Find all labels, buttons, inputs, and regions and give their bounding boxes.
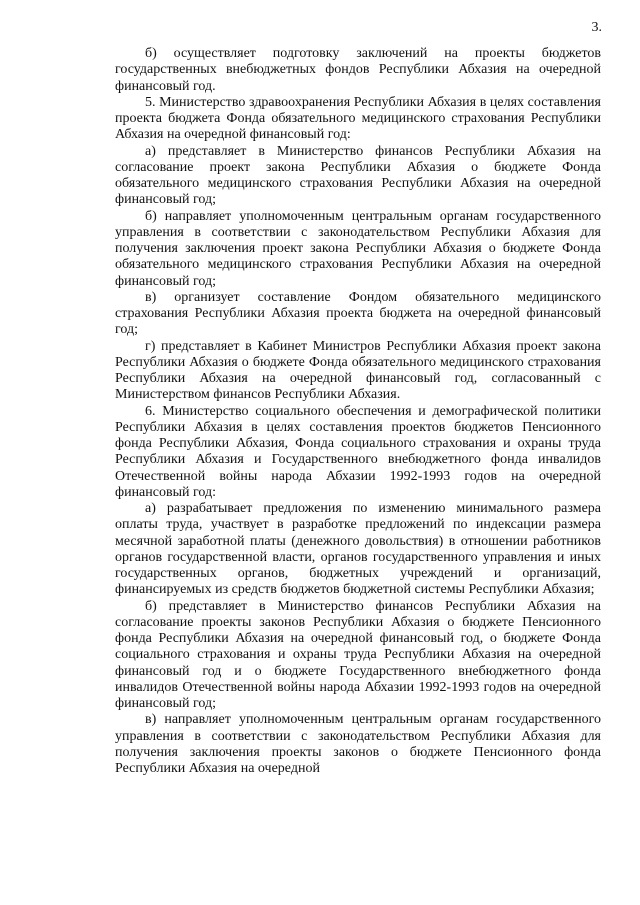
paragraph: 5. Министерство здравоохранения Республики Абхазия в целях составления проекта бюджета Фонда обязательного медицинского страхования Республики Абхазия на очередной финансовый год: <box>115 94 601 143</box>
paragraph: а) представляет в Министерство финансов Республики Абхазия на согласование проект закона Республики Абхазия о бюджете Фонда обязательного медицинского страхования Республики Абхазия на очередной финансовый год; <box>115 143 601 208</box>
page-number: 3. <box>591 20 602 35</box>
paragraph: а) разрабатывает предложения по изменению минимального размера оплаты труда, участвует в разработке предложений по индексации размера месячной заработной платы (денежного довольствия) в отношении работников органов государственной власти, органов государственного управления и иных государственных органов, бюджетных учреждений и организаций, финансируемых из средств бюджетов бюджетной системы Республики Абхазия; <box>115 501 601 598</box>
document-body <box>115 46 601 777</box>
paragraph: 6. Министерство социального обеспечения и демографической политики Республики Абхазия в целях составления проектов бюджетов Пенсионного фонда Республики Абхазия, Фонда социального страхования и охраны труда Республики Абхазия и Государственного внебюджетного фонда инвалидов Отечественной войны народа Абхазии 1992-1993 годов на очередной финансовый год: <box>115 403 601 500</box>
paragraph: г) представляет в Кабинет Министров Республики Абхазия проект закона Республики Абхазия о бюджете Фонда обязательного медицинского страхования Республики Абхазия на очередной финансовый год, согласованный с Министерством финансов Республики Абхазия. <box>115 338 601 403</box>
paragraph: в) организует составление Фондом обязательного медицинского страхования Республики Абхазия проекта бюджета на очередной финансовый год; <box>115 289 601 338</box>
paragraph: б) осуществляет подготовку заключений на проекты бюджетов государственных внебюджетных фондов Республики Абхазия на очередной финансовый год. <box>115 46 601 94</box>
paragraph: б) направляет уполномоченным центральным органам государственного управления в соответствии с законодательством Республики Абхазия для получения заключения проект закона Республики Абхазия о бюджете Фонда обязательного медицинского страхования Республики Абхазия на очередной финансовый год; <box>115 208 601 289</box>
paragraph: в) направляет уполномоченным центральным органам государственного управления в соответствии с законодательством Республики Абхазия для получения заключения проекты законов о бюджете Пенсионного фонда Республики Абхазия на очередной <box>115 712 601 776</box>
paragraph: б) представляет в Министерство финансов Республики Абхазия на согласование проекты законов Республики Абхазия о бюджете Пенсионного фонда Республики Абхазия на очередной финансовый год, о бюджете Фонда социального страхования и охраны труда Республики Абхазия на очередной финансовый год и о бюджете Государственного внебюджетного фонда инвалидов Отечественной войны народа Абхазии 1992-1993 годов на очередной финансовый год; <box>115 598 601 711</box>
